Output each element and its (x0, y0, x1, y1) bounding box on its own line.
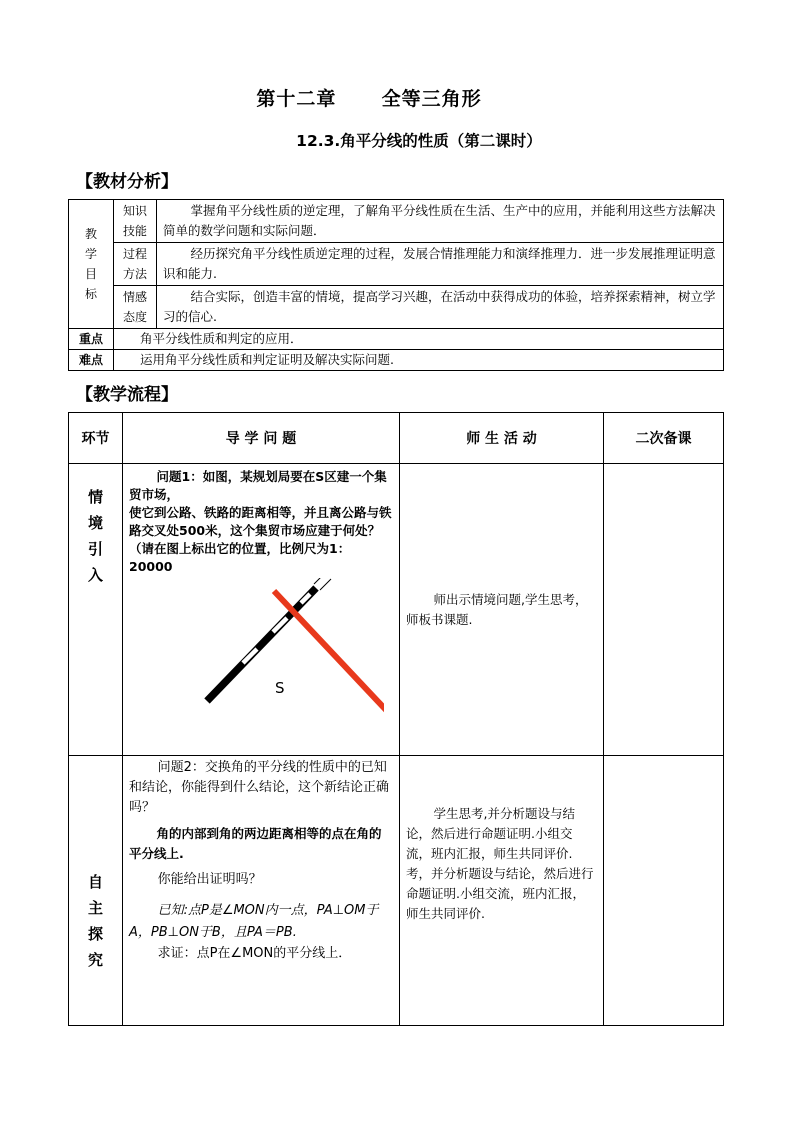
stage-char: 探 (87, 924, 103, 943)
lesson-title: 12.3.角平分线的性质（第二课时） (296, 132, 542, 150)
question-1-line: 问题1：如图，某规划局要在S区建一个集贸市场， (129, 469, 387, 502)
given-text: 已知:点P是∠MON内一点，PA⊥OM于A，PB⊥ON于B，且PA＝PB. (129, 903, 379, 940)
point-s-label: S (275, 679, 285, 697)
objective-text-knowledge: 掌握角平分线性质的逆定理，了解角平分线性质在生活、生产中的应用，并能利用这些方法解决简单的数学问题和实际问题． (157, 200, 724, 243)
objectives-label-char: 标 (84, 287, 97, 301)
objective-label-attitude (114, 286, 157, 329)
notes-cell-2 (604, 756, 724, 1026)
proof-prompt: 你能给出证明吗？ (157, 872, 262, 887)
objective-label-line: 技能 (122, 224, 147, 238)
question-2-intro: 问题2：交换角的平分线的性质中的已知和结论，你能得到什么结论，这个新结论正确吗？ (129, 760, 390, 815)
question-cell-1 (123, 464, 400, 756)
question-1-line: 使它到公路、铁路的距离相等，并且离公路与铁路交叉处500米，这个集贸市场应建于何处？（请在图上标出它的位置，比例尺为1：20000 (129, 505, 392, 574)
objectives-label (69, 200, 114, 329)
theorem-text: 角的内部到角的两边距离相等的点在角的平分线上. (129, 826, 382, 861)
flow-table (68, 412, 724, 1026)
railway-line (207, 588, 316, 701)
chapter-heading (0, 84, 738, 111)
objectives-label-char: 目 (84, 267, 97, 281)
road-line (274, 591, 384, 711)
prove-text: 求证：点P在∠MON的平分线上． (157, 946, 352, 961)
stage-char: 情 (87, 488, 103, 506)
table-row (69, 464, 724, 756)
activity-cell-2 (400, 756, 604, 1026)
stage-char: 境 (87, 514, 103, 532)
stage-label-scenario (69, 464, 123, 756)
activity-cell-1 (400, 464, 604, 756)
column-header-question: 导 学 问 题 (123, 413, 400, 464)
chapter-title: 全等三角形 (381, 88, 482, 110)
railway-tie (301, 594, 310, 603)
difficulty-label: 难点 (69, 350, 114, 371)
stage-char: 主 (87, 898, 103, 917)
column-header-notes: 二次备课 (604, 413, 724, 464)
question-cell-2 (123, 756, 400, 1026)
stage-char: 入 (87, 566, 103, 584)
key-point-text: 角平分线性质和判定的应用． (114, 329, 724, 350)
stage-label-explore (69, 756, 123, 1026)
column-header-activity: 师 生 活 动 (400, 413, 604, 464)
section-flow-title: 【教学流程】 (76, 385, 178, 405)
key-point-label: 重点 (69, 329, 114, 350)
objective-text-attitude: 结合实际，创造丰富的情境，提高学习兴趣，在活动中获得成功的体验，培养探索精神，树立学习的信心. (157, 286, 724, 329)
table-row (69, 756, 724, 1026)
activity-1-text: 师出示情境问题,学生思考，师板书课题. (406, 591, 588, 627)
stage-char: 究 (87, 950, 103, 969)
stage-char: 自 (87, 872, 103, 891)
section-analysis-title: 【教材分析】 (76, 172, 178, 192)
stage-char: 引 (87, 540, 103, 558)
objective-text-process: 经历探究角平分线性质逆定理的过程，发展合情推理能力和演绎推理力．进一步发展推理证明意识和能力. (157, 243, 724, 286)
notes-cell-1 (604, 464, 724, 756)
objective-label-line: 方法 (122, 267, 147, 281)
analysis-table (68, 199, 724, 371)
objective-label-line: 情感 (122, 290, 147, 304)
objectives-label-char: 学 (84, 247, 97, 261)
objective-label-line: 过程 (122, 247, 147, 261)
railway-edge (320, 579, 331, 590)
railway-edge (314, 578, 325, 584)
difficulty-text: 运用角平分线性质和判定证明及解决实际问题. (114, 350, 724, 371)
objectives-label-char: 教 (84, 227, 97, 241)
objective-label-line: 知识 (122, 204, 147, 218)
objective-label-process (114, 243, 157, 286)
chapter-number: 第十二章 (256, 88, 337, 110)
column-header-stage: 环节 (69, 413, 123, 464)
objective-label-knowledge (114, 200, 157, 243)
rail-road-figure (184, 578, 384, 728)
activity-2-text: 学生思考,并分析题设与结论，然后进行命题证明.小组交流，班内汇报，师生共同评价.考，并分析题设与结论，然后进行命题证明.小组交流，班内汇报，师生共同评价. (406, 806, 594, 921)
objective-label-line: 态度 (122, 310, 147, 324)
